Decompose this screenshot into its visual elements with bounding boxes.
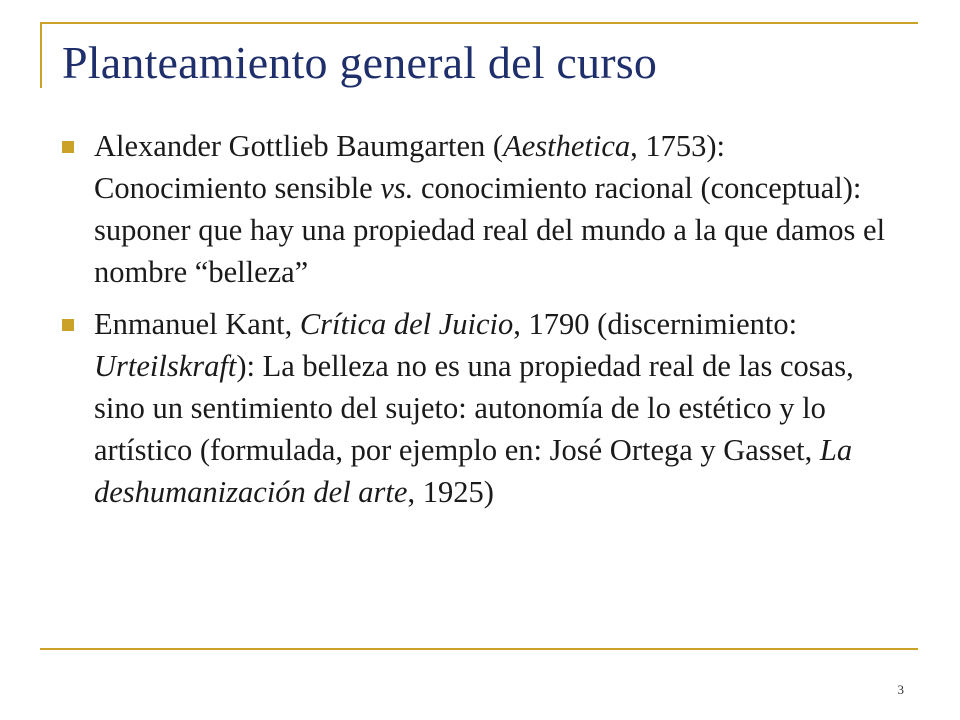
italic-segment: Urteilskraft <box>94 349 237 383</box>
italic-segment: Aesthetica <box>503 129 631 163</box>
bullet-list <box>62 125 902 523</box>
bullet-item-kant <box>62 303 902 513</box>
decorative-top-line <box>40 22 918 24</box>
text-segment: conocimiento racional (conceptual): suponer que hay una propiedad real del mundo a la que damos el nombre “belleza” <box>94 171 886 289</box>
bullet-item-baumgarten <box>62 125 902 293</box>
text-segment: Enmanuel Kant, <box>94 307 300 341</box>
text-segment: , 1925) <box>407 475 494 509</box>
bullet-text <box>94 125 902 293</box>
italic-segment: La deshumanización del arte <box>94 433 853 509</box>
square-bullet-icon <box>62 141 74 153</box>
text-segment: , 1753): Conocimiento sensible <box>94 129 726 205</box>
page-number: 3 <box>897 682 904 697</box>
text-segment: Alexander Gottlieb Baumgarten ( <box>94 129 504 163</box>
italic-segment: vs. <box>380 171 414 205</box>
text-segment: ): La belleza no es una propiedad real de las cosas, sino un sentimiento del sujeto: autonomía de lo estético y lo artístico (formulada, por ejemplo en: José Ortega y Gasset, <box>94 349 854 467</box>
italic-segment: Crítica del Juicio <box>299 307 514 341</box>
slide-title: Planteamiento general del curso <box>62 37 658 88</box>
decorative-bottom-line <box>40 648 918 650</box>
bullet-text <box>94 303 902 513</box>
text-segment: , 1790 (discernimiento: <box>513 307 798 341</box>
decorative-vertical-line <box>40 22 42 88</box>
square-bullet-icon <box>62 319 74 331</box>
